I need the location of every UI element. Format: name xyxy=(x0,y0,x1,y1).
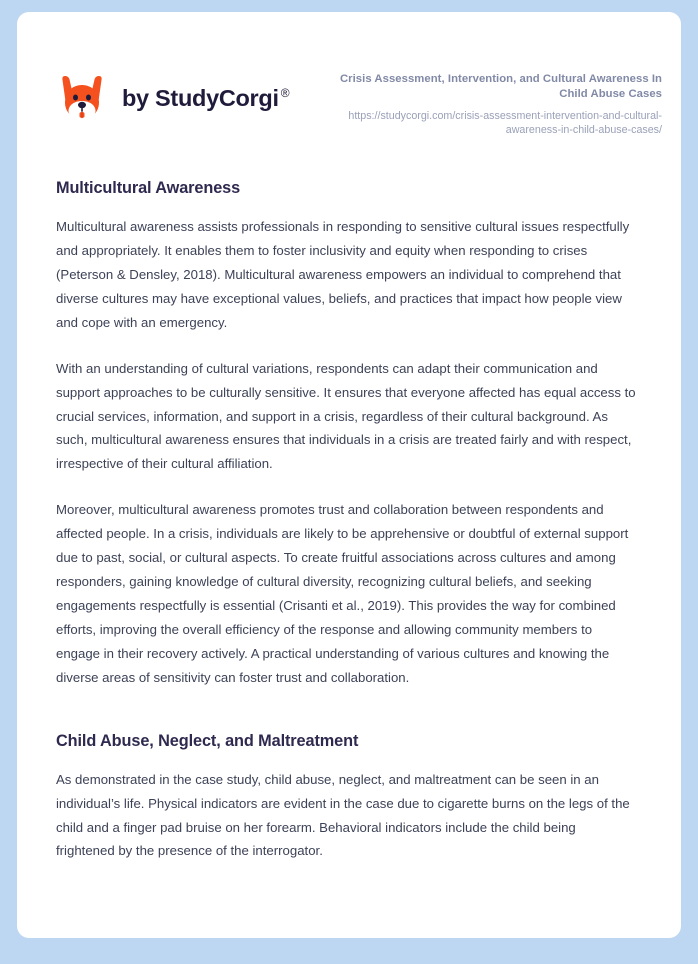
paragraph: Multicultural awareness assists professionals in responding to sensitive cultural issues respectfully and appropriately. It enables them to foster inclusivity and equity when responding to crises (Peterson & Densley, 2018). Multicultural awareness empowers an individual to comprehend that diverse cultures may have exceptional values, beliefs, and practices that impact how people view and cope with an emergency. xyxy=(56,219,630,330)
paragraph: Moreover, multicultural awareness promotes trust and collaboration between respondents and affected people. In a crisis, individuals are likely to be apprehensive or doubtful of external support due to past, social, or cultural aspects. To create fruitful associations across cultures and among responders, gaining knowledge of cultural diversity, recognizing cultural beliefs, and seeking engagements respectfully is essential (Crisanti et al., 2019). This provides the way for combined efforts, improving the overall efficiency of the response and allowing community members to engage in their recovery actively. A practical understanding of various cultures and knowing the diverse areas of sensitivity can foster trust and collaboration. xyxy=(56,502,629,685)
document-title: Crisis Assessment, Intervention, and Cultural Awareness In Child Abuse Cases xyxy=(339,73,662,101)
registered-trademark-icon: ® xyxy=(280,85,290,100)
paragraph: As demonstrated in the case study, child abuse, neglect, and maltreatment can be seen in an individual’s life. Physical indicators are evident in the case due to cigarette burns on the legs of the child and a finger pad bruise on her forearm. Behavioral indicators include the child being frightened by the presence of the interrogator. xyxy=(56,771,630,859)
brand-name xyxy=(122,85,289,112)
section-heading-multicultural-awareness: Multicultural Awareness xyxy=(56,179,241,198)
document-url[interactable]: https://studycorgi.com/crisis-assessment-intervention-and-cultural-awareness-in-child-abuse-cases/ xyxy=(348,109,662,137)
document-page xyxy=(17,12,681,938)
section-heading-child-abuse-neglect-maltreatment: Child Abuse, Neglect, and Maltreatment xyxy=(56,731,359,750)
brand-logo xyxy=(56,64,289,124)
paragraph: With an understanding of cultural variations, respondents can adapt their communication and support approaches to be culturally sensitive. It ensures that everyone affected has equal access to crucial services, information, and support in a crisis, regardless of their cultural background. As such, multicultural awareness ensures that individuals in a crisis are treated fairly and with respect, irrespective of their cultural affiliation. xyxy=(56,360,636,472)
corgi-face-logo-icon xyxy=(56,72,108,124)
brand-name-text: by StudyCorgi xyxy=(122,84,279,111)
header-meta xyxy=(317,64,662,138)
document-header xyxy=(17,12,681,138)
document-body xyxy=(17,178,681,863)
